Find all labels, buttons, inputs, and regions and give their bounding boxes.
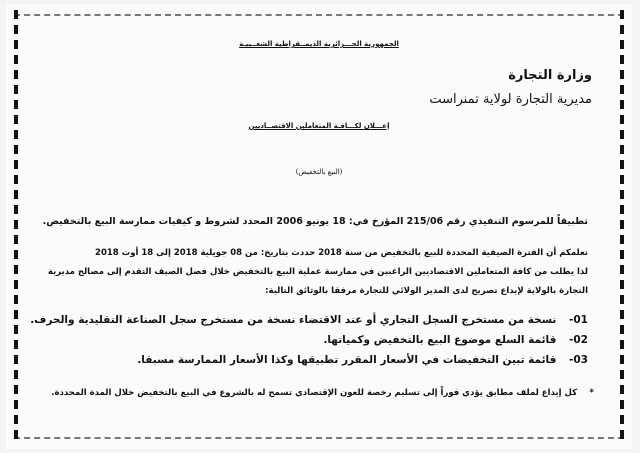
directorate-name: مديرية التجارة لولاية تمنراست	[429, 92, 592, 107]
right-border	[620, 10, 624, 443]
item-number: 02-	[569, 334, 588, 346]
item-text: قائمة تبين التخفيضات في الأسعار المقرر تطبيقها وكذا الأسعار الممارسة مسبقا.	[137, 354, 557, 366]
period-line: التجارة بالولاية لإيداع تصريح لدى المدير الولائي للتجارة مرفقا بالوثائق التالية:	[265, 286, 588, 296]
note-text: كل إيداع لملف مطابق يؤدي فوراً إلى تسليم رخصة للعون الإقتصادي تسمح له بالشروع في البيع بالتخفيض خلال المدة المحددة.	[51, 388, 578, 398]
ministry-name: وزارة التجارة	[508, 68, 592, 83]
documents-list	[30, 310, 588, 370]
period-line: نعلمكم أن الفترة الصيفية المحددة للبيع بالتخفيض من سنة 2018 حددت بتاريخ: من 08 جويلية 2018 إلى 18 أوت 2018	[95, 248, 588, 258]
decree-paragraph: تطبيقاً للمرسوم التنفيذي رقم 215/06 المؤرخ في: 18 يونيو 2006 المحدد لشروط و كيفيات ممارسة البيع بالتخفيض.	[42, 216, 588, 227]
item-number: 03-	[569, 354, 588, 366]
item-number: 01-	[569, 314, 588, 326]
item-text: نسخة من مستخرج السجل التجاري أو عند الاقتضاء نسخة من مستخرج سجل الصناعة التقليدية والحرف.	[30, 314, 557, 326]
announcement-title: إعـــلان لكـــافـة المتعاملين الاقتصــاديين	[248, 122, 390, 130]
top-border	[14, 14, 624, 16]
list-item	[30, 330, 588, 350]
item-text: قائمة السلع موضوع البيع بالتخفيض وكمياتها.	[323, 334, 557, 346]
list-item	[30, 350, 588, 370]
announcement-subtitle: (البيع بالتخفيض)	[295, 168, 343, 176]
note-paragraph	[51, 388, 594, 398]
note-star: *	[589, 388, 594, 398]
left-border	[14, 10, 18, 443]
republic-heading: الجمهورية الجـــزائرية الديمــقراطية الشعــبيـة	[239, 40, 399, 48]
list-item	[30, 310, 588, 330]
notice-page	[6, 4, 632, 449]
period-paragraph	[48, 244, 588, 301]
bottom-border	[14, 437, 624, 439]
period-line: لذا يطلب من كافة المتعاملين الاقتصاديين الراغبين في ممارسة عملية البيع بالتخفيض خلال فصل الصيف التقدم إلى مصالح مديرية	[47, 267, 588, 277]
